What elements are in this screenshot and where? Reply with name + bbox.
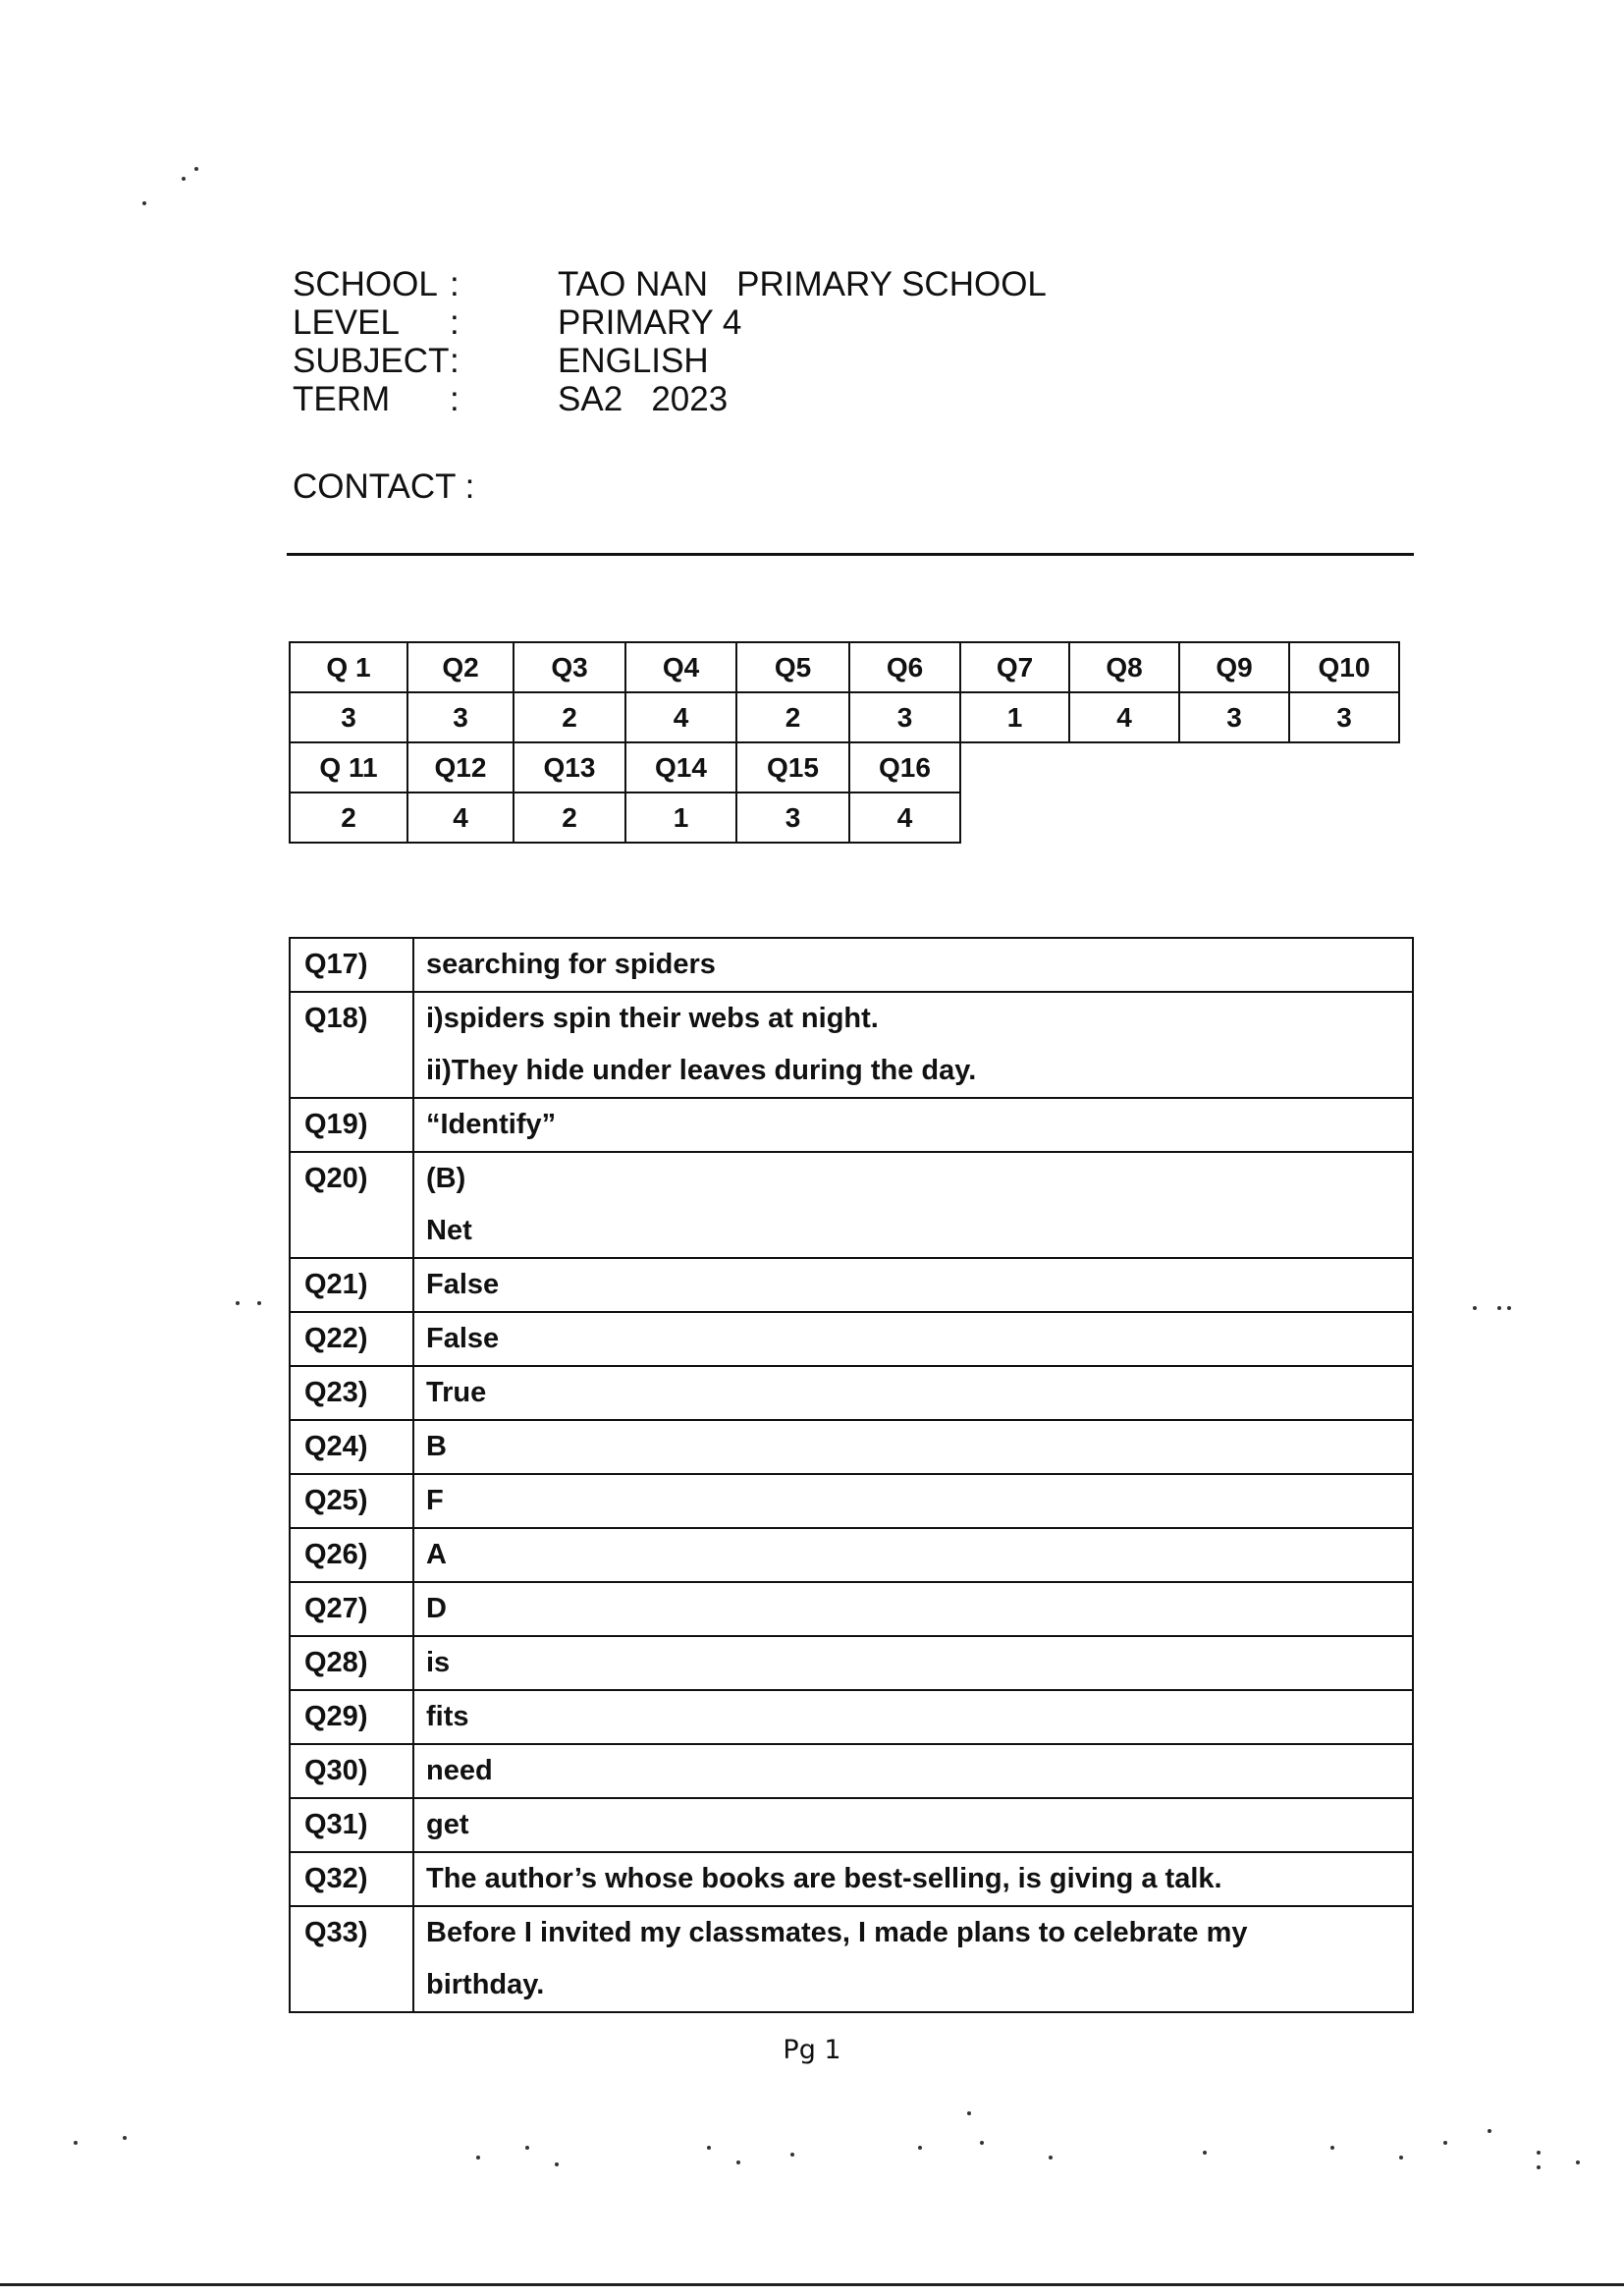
- mcq-question-cell: Q13: [513, 741, 626, 793]
- scan-speck: [736, 2160, 740, 2164]
- mcq-question-cell: Q3: [513, 641, 626, 693]
- info-row-subject: [293, 342, 1047, 380]
- question-number: Q29): [290, 1690, 413, 1744]
- scan-speck: [257, 1301, 261, 1305]
- info-row-school: [293, 265, 1047, 303]
- question-number: Q30): [290, 1744, 413, 1798]
- answer-text: [413, 1098, 1413, 1152]
- mcq-answer-cell: 3: [1178, 691, 1290, 743]
- answer-text: [413, 1312, 1413, 1366]
- table-row: [290, 1258, 1413, 1312]
- mcq-question-cell: Q8: [1068, 641, 1180, 693]
- answer-text: [413, 992, 1413, 1098]
- mcq-answer-cell: 1: [959, 691, 1070, 743]
- info-colon: :: [450, 342, 460, 380]
- page-number: Pg 1: [783, 2035, 841, 2065]
- answer-line: B: [426, 1431, 447, 1462]
- mcq-question-cell: Q5: [735, 641, 850, 693]
- table-row: [290, 1690, 1413, 1744]
- scan-speck: [967, 2111, 971, 2115]
- mcq-answer-cell: 4: [848, 792, 961, 844]
- scan-speck: [142, 201, 146, 205]
- scan-speck: [1537, 2165, 1541, 2169]
- scan-speck: [1537, 2151, 1541, 2155]
- info-label: TERM: [293, 380, 391, 418]
- open-answer-table: [289, 937, 1414, 2013]
- scan-speck: [1507, 1306, 1511, 1310]
- question-number: Q26): [290, 1528, 413, 1582]
- answer-text: [413, 1528, 1413, 1582]
- table-row: [290, 1852, 1413, 1906]
- question-number: Q17): [290, 938, 413, 992]
- scan-speck: [476, 2156, 480, 2159]
- answer-line: is: [426, 1647, 451, 1678]
- answer-line: (B): [426, 1163, 466, 1194]
- table-row: [290, 1582, 1413, 1636]
- mcq-answer-cell: 1: [624, 792, 737, 844]
- scan-speck: [194, 167, 198, 171]
- scan-speck: [1488, 2129, 1491, 2133]
- scan-speck: [1399, 2156, 1403, 2159]
- scan-speck: [182, 177, 186, 181]
- scan-speck: [707, 2146, 711, 2150]
- table-row: [290, 1366, 1413, 1420]
- header-info: [293, 265, 1047, 418]
- table-row: [290, 1906, 1413, 2012]
- answer-line: searching for spiders: [426, 949, 716, 980]
- info-value: ENGLISH: [558, 342, 709, 380]
- answer-line: True: [426, 1377, 487, 1408]
- mcq-answer-cell: 4: [624, 691, 737, 743]
- scan-speck: [1049, 2156, 1053, 2159]
- answer-text: [413, 1152, 1413, 1258]
- table-row: [290, 1420, 1413, 1474]
- mcq-question-cell: Q4: [624, 641, 737, 693]
- answer-text: [413, 1420, 1413, 1474]
- question-number: Q18): [290, 992, 413, 1098]
- question-number: Q22): [290, 1312, 413, 1366]
- scan-speck: [790, 2153, 794, 2157]
- answer-line: The author’s whose books are best-selling, is giving a talk.: [426, 1863, 1222, 1894]
- scan-speck: [1443, 2141, 1447, 2145]
- scan-speck: [1330, 2146, 1334, 2150]
- mcq-answer-cell: 3: [848, 691, 961, 743]
- contact-label: CONTACT :: [293, 467, 475, 506]
- header-divider: [287, 553, 1414, 556]
- mcq-answer-cell: 3: [1288, 691, 1400, 743]
- info-label: SCHOOL: [293, 265, 438, 303]
- answer-line: birthday.: [426, 1969, 545, 2000]
- mcq-question-cell: Q12: [406, 741, 514, 793]
- mcq-question-cell: Q 1: [289, 641, 408, 693]
- info-value: TAO NAN PRIMARY SCHOOL: [558, 265, 1047, 303]
- table-row: [290, 1098, 1413, 1152]
- answer-line: Before I invited my classmates, I made plans to celebrate my: [426, 1917, 1248, 1948]
- scan-speck: [236, 1301, 240, 1305]
- scan-speck: [1576, 2160, 1580, 2164]
- scan-speck: [525, 2146, 529, 2150]
- mcq-answer-cell: 3: [735, 792, 850, 844]
- question-number: Q21): [290, 1258, 413, 1312]
- mcq-question-row: [291, 643, 1400, 693]
- mcq-question-cell: Q10: [1288, 641, 1400, 693]
- table-row: [290, 1312, 1413, 1366]
- answer-text: [413, 1906, 1413, 2012]
- mcq-answer-cell: 2: [513, 691, 626, 743]
- question-number: Q25): [290, 1474, 413, 1528]
- mcq-question-cell: Q7: [959, 641, 1070, 693]
- scan-speck: [980, 2141, 984, 2145]
- info-colon: :: [450, 265, 460, 303]
- mcq-answer-cell: 2: [513, 792, 626, 844]
- answer-text: [413, 1258, 1413, 1312]
- question-number: Q24): [290, 1420, 413, 1474]
- bottom-scan-line: [0, 2283, 1624, 2286]
- mcq-answer-row: [291, 693, 1400, 743]
- answer-text: [413, 938, 1413, 992]
- mcq-question-cell: Q15: [735, 741, 850, 793]
- scan-speck: [555, 2162, 559, 2166]
- answer-text: [413, 1852, 1413, 1906]
- mcq-question-cell: Q16: [848, 741, 961, 793]
- info-value: SA2 2023: [558, 380, 729, 418]
- mcq-question-cell: Q2: [406, 641, 514, 693]
- answer-line: F: [426, 1485, 444, 1516]
- info-value: PRIMARY 4: [558, 303, 742, 342]
- info-row-level: [293, 303, 1047, 342]
- answer-text: [413, 1690, 1413, 1744]
- info-row-term: [293, 380, 1047, 418]
- table-row: [290, 1152, 1413, 1258]
- answer-text: [413, 1366, 1413, 1420]
- scan-speck: [123, 2136, 127, 2140]
- mcq-question-cell: Q9: [1178, 641, 1290, 693]
- mcq-question-cell: Q 11: [289, 741, 408, 793]
- question-number: Q31): [290, 1798, 413, 1852]
- mcq-answer-cell: 4: [406, 792, 514, 844]
- answer-line: Net: [426, 1215, 472, 1246]
- mcq-answer-cell: 3: [406, 691, 514, 743]
- mcq-answer-grid: [291, 643, 1400, 844]
- table-row: [290, 1474, 1413, 1528]
- answer-text: [413, 1798, 1413, 1852]
- table-row: [290, 1636, 1413, 1690]
- answer-line: i)spiders spin their webs at night.: [426, 1003, 879, 1034]
- answer-line: need: [426, 1755, 493, 1786]
- mcq-answer-cell: 2: [735, 691, 850, 743]
- table-row: [290, 1744, 1413, 1798]
- scan-speck: [1497, 1306, 1501, 1310]
- answer-text: [413, 1636, 1413, 1690]
- mcq-answer-cell: 4: [1068, 691, 1180, 743]
- answer-line: D: [426, 1593, 447, 1624]
- answer-line: False: [426, 1269, 500, 1300]
- question-number: Q28): [290, 1636, 413, 1690]
- question-number: Q32): [290, 1852, 413, 1906]
- mcq-answer-cell: 3: [289, 691, 408, 743]
- info-label: SUBJECT: [293, 342, 450, 380]
- mcq-question-cell: Q14: [624, 741, 737, 793]
- scan-speck: [918, 2146, 922, 2150]
- scan-speck: [74, 2141, 78, 2145]
- answer-text: [413, 1744, 1413, 1798]
- question-number: Q33): [290, 1906, 413, 2012]
- scan-speck: [1473, 1306, 1477, 1310]
- mcq-question-row: [291, 743, 1400, 793]
- answer-line: ii)They hide under leaves during the day.: [426, 1055, 977, 1086]
- answer-line: get: [426, 1809, 469, 1840]
- answer-text: [413, 1474, 1413, 1528]
- table-row: [290, 992, 1413, 1098]
- mcq-question-cell: Q6: [848, 641, 961, 693]
- table-row: [290, 938, 1413, 992]
- question-number: Q20): [290, 1152, 413, 1258]
- table-row: [290, 1528, 1413, 1582]
- question-number: Q27): [290, 1582, 413, 1636]
- answer-line: False: [426, 1323, 500, 1354]
- info-label: LEVEL: [293, 303, 400, 342]
- question-number: Q19): [290, 1098, 413, 1152]
- info-colon: :: [450, 303, 460, 342]
- answer-text: [413, 1582, 1413, 1636]
- table-row: [290, 1798, 1413, 1852]
- mcq-answer-row: [291, 793, 1400, 844]
- answer-line: A: [426, 1539, 447, 1570]
- answer-line: “Identify”: [426, 1109, 557, 1140]
- info-colon: :: [450, 380, 460, 418]
- mcq-answer-cell: 2: [289, 792, 408, 844]
- question-number: Q23): [290, 1366, 413, 1420]
- scan-speck: [1203, 2151, 1207, 2155]
- answer-line: fits: [426, 1701, 469, 1732]
